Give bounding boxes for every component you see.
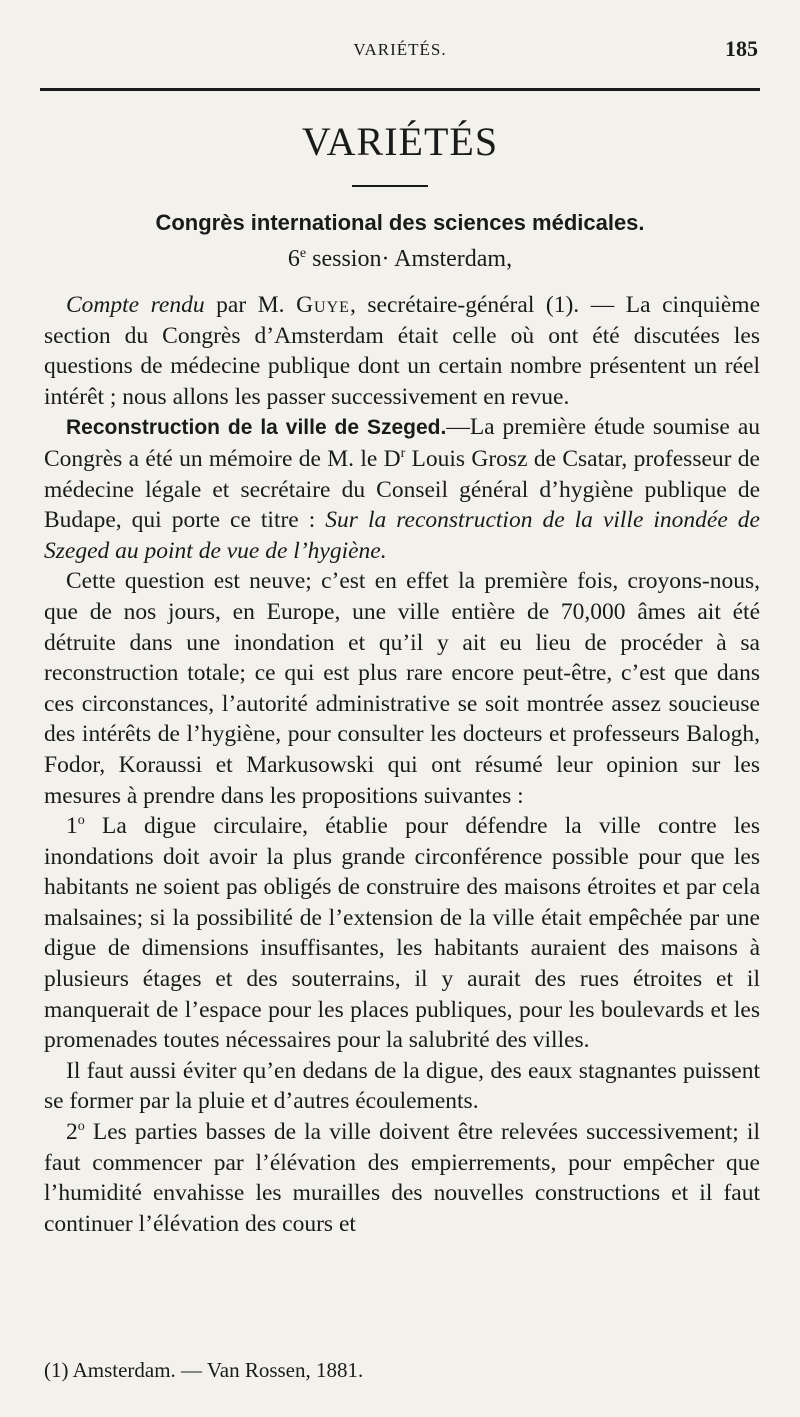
author-name: Guye bbox=[296, 292, 350, 318]
szeged-heading: Reconstruction de la ville de Szeged. bbox=[66, 416, 447, 440]
point-1-text: La digue circulaire, établie pour défendre la ville contre les inondations doit avoir la plus grande circonférence possible pour que les habitants ne soient pas obligés de construire des maisons étroites et par cela malsaines; si la possibilité de l’extension de la ville était empêchée par une digue de dimensions insuffisantes, les habitants auraient des maisons à plusieurs étages et des souterrains, il y aurait des rues étroites et il manquerait de l’espace pour les places publiques, pour les boulevards et les promenades toutes nécessaires pour la salubrité des villes. bbox=[44, 813, 760, 1054]
memoir-title: Sur la reconstruction de la ville inondée de Szeged au point de vue de l’hygiène. bbox=[44, 507, 760, 564]
paragraph-szeged bbox=[44, 412, 760, 566]
section-title: VARIÉTÉS bbox=[301, 119, 499, 164]
point-1-number: 1 bbox=[66, 813, 78, 840]
point-2-number: 2 bbox=[66, 1119, 78, 1146]
congress-title: Congrès international des sciences médicales. bbox=[155, 210, 645, 235]
page-number: 185 bbox=[725, 36, 758, 61]
header-rule bbox=[40, 88, 760, 91]
paragraph-point-1 bbox=[44, 811, 760, 1056]
paragraph-intro bbox=[44, 290, 760, 412]
footnote: (1) Amsterdam. — Van Rossen, 1881. bbox=[44, 1358, 364, 1382]
running-title: VARIÉTÉS. bbox=[353, 40, 447, 59]
session-superscript: e bbox=[299, 246, 307, 261]
point-2-degree: o bbox=[77, 1119, 85, 1135]
article-body bbox=[44, 290, 760, 1239]
par-text: par M. bbox=[204, 292, 297, 318]
dr-superscript: r bbox=[400, 446, 406, 462]
szeged-text-2: Louis Grosz de Csatar, professeur de médecine légale et secrétaire du Conseil général d’hygiène publique de Budape, qui porte ce titre : bbox=[44, 445, 760, 534]
session-line bbox=[0, 246, 800, 273]
session-number: 6 bbox=[287, 246, 300, 272]
point-1-degree: o bbox=[77, 813, 85, 829]
paragraph-point-2 bbox=[44, 1117, 760, 1239]
title-rule bbox=[352, 185, 428, 187]
intro-text: , secrétaire-général (1). — La cinquième section du Congrès d’Amsterdam était celle où ont été discutées les questions de médecine publique dont un certain nombre présentent un réel intérêt ; nous allons les passer successivement en revue. bbox=[44, 292, 761, 410]
paragraph-stagnant: Il faut aussi éviter qu’en dedans de la digue, des eaux stagnantes puissent se former par la pluie et d’autres écoulements. bbox=[44, 1057, 760, 1115]
session-text: session· Amsterdam, bbox=[306, 246, 513, 272]
point-2-text: Les parties basses de la ville doivent être relevées successivement; il faut commencer par l’élévation des empierrements, pour empêcher que l’humidité envahisse les murailles des nouvelles constructions et il faut continuer l’élévation des cours et bbox=[44, 1119, 760, 1237]
paragraph-question: Cette question est neuve; c’est en effet la première fois, croyons-nous, que de nos jours, en Europe, une ville entière de 70,000 âmes ait été détruite dans une inondation et qu’il y ait eu lieu de procéder à sa reconstruction totale; ce qui est plus rare encore peut-être, c’est que dans ces circonstances, l’autorité administrative se soit montrée assez soucieuse des intérêts de l’hygiène, pour consulter les docteurs et professeurs Balogh, Fodor, Koraussi et Markusowski qui ont résumé leur opinion sur les mesures à prendre dans les propositions suivantes : bbox=[44, 568, 760, 809]
szeged-text-1: —La première étude soumise au Congrès a été un mémoire de M. le D bbox=[44, 414, 760, 472]
compte-rendu-italic: Compte rendu bbox=[66, 292, 205, 318]
running-head bbox=[40, 36, 760, 70]
